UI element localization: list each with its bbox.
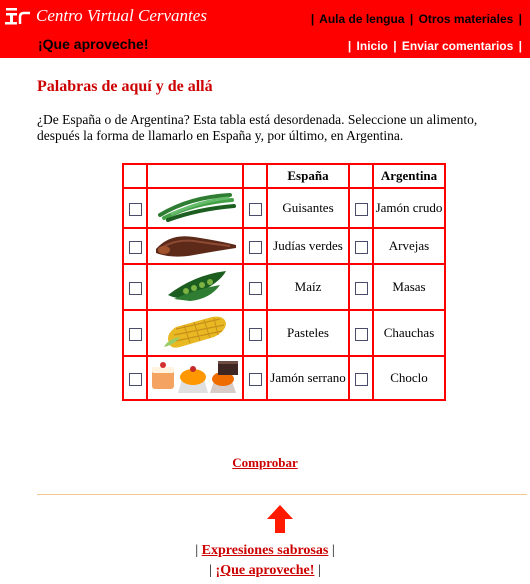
brand-title: Centro Virtual Cervantes [36,6,207,25]
instructions: ¿De España o de Argentina? Esta tabla está desordenada. Seleccione un alimento, después la forma de llamarlo en España y, por último, en Argentina. [37,112,478,143]
espana-checkbox[interactable] [249,203,262,216]
table-row [123,356,445,400]
cured-ham-image [147,228,243,264]
page-title: Palabras de aquí y de allá [37,78,213,95]
footer-line-1: | Expresiones sabrosas | [195,543,335,558]
espana-checkbox[interactable] [249,373,262,386]
espana-checkbox[interactable] [249,282,262,295]
espana-checkbox[interactable] [249,241,262,254]
espana-word: Jamón serrano [267,356,349,400]
link-otros-materiales[interactable]: Otros materiales [418,12,514,26]
header-bar [0,0,530,58]
food-checkbox[interactable] [129,373,142,386]
green-beans-icon [150,189,240,223]
link-que-aproveche[interactable]: ¡Que aproveche! [215,563,315,578]
espana-checkbox[interactable] [249,328,262,341]
ham-icon [150,229,240,259]
table-header-row [123,164,445,188]
pea-pods-image [147,264,243,310]
brand[interactable] [4,6,207,26]
header-argentina: Argentina [373,164,445,188]
table-row [123,310,445,356]
argentina-checkbox[interactable] [355,282,368,295]
comprobar-link[interactable]: Comprobar [232,455,298,470]
check-area [0,455,530,471]
pastries-icon [148,357,242,395]
argentina-word: Arvejas [373,228,445,264]
espana-word: Maíz [267,264,349,310]
argentina-checkbox[interactable] [355,241,368,254]
matching-table [122,163,446,401]
table-row [123,188,445,228]
argentina-word: Choclo [373,356,445,400]
argentina-checkbox[interactable] [355,373,368,386]
espana-word: Judías verdes [267,228,349,264]
argentina-word: Chauchas [373,310,445,356]
top-links: | Aula de lengua | Otros materiales | [310,12,522,26]
section-title: ¡Que aproveche! [38,36,149,52]
link-inicio[interactable]: Inicio [356,39,388,53]
espana-word: Guisantes [267,188,349,228]
corn-icon [150,311,240,351]
food-checkbox[interactable] [129,282,142,295]
link-enviar-comentarios[interactable]: Enviar comentarios [401,39,514,53]
up-arrow-icon[interactable] [265,503,295,535]
argentina-word: Jamón crudo [373,188,445,228]
argentina-checkbox[interactable] [355,328,368,341]
peas-icon [150,265,240,305]
table-row [123,264,445,310]
espana-word: Pasteles [267,310,349,356]
pastries-image [147,356,243,400]
food-checkbox[interactable] [129,328,142,341]
food-checkbox[interactable] [129,203,142,216]
table-row [123,228,445,264]
corn-cob-image [147,310,243,356]
argentina-checkbox[interactable] [355,203,368,216]
divider [37,494,527,495]
argentina-word: Masas [373,264,445,310]
cervantes-logo-icon [4,6,32,26]
footer-line-2: | ¡Que aproveche! | [209,563,321,578]
header-espana: España [267,164,349,188]
link-expresiones-sabrosas[interactable]: Expresiones sabrosas [201,543,329,558]
food-checkbox[interactable] [129,241,142,254]
link-aula-de-lengua[interactable]: Aula de lengua [319,12,405,26]
bottom-links: | Inicio | Enviar comentarios | [347,39,522,53]
green-beans-image [147,188,243,228]
